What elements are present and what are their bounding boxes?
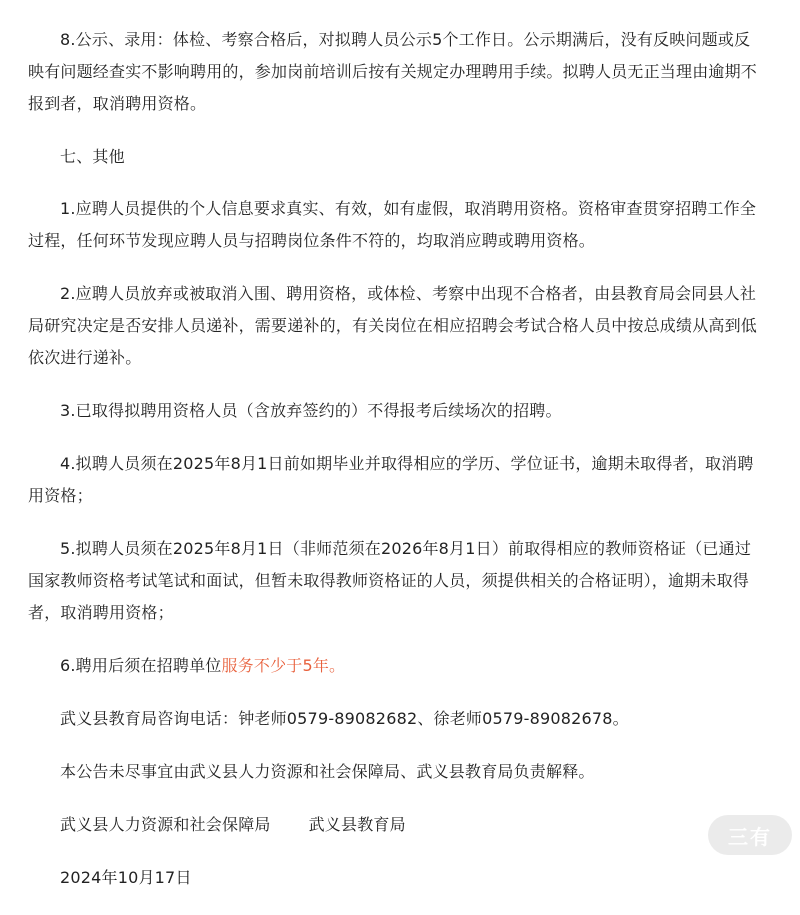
signer-hr-bureau: 武义县人力资源和社会保障局 [60, 815, 271, 834]
signature-line [28, 809, 758, 841]
item-5-teacher-certificate: 5.拟聘人员须在2025年8月1日（非师范须在2026年8月1日）前取得相应的教师资格证（已通过国家教师资格考试笔试和面试，但暂未取得教师资格证的人员，须提供相关的合格证明），逾期未取得者，取消聘用资格； [28, 539, 752, 622]
signer-education-bureau: 武义县教育局 [308, 815, 406, 834]
item-6-highlight: 服务不少于5年。 [221, 656, 346, 675]
publish-date: 2024年10月17日 [60, 868, 192, 887]
paragraph-publicity-recruitment: 8.公示、录用：体检、考察合格后，对拟聘人员公示5个工作日。公示期满后，没有反映问题或反映有问题经查实不影响聘用的，参加岗前培训后按有关规定办理聘用手续。拟聘人员无正当理由逾期不报到者，取消聘用资格。 [28, 30, 758, 113]
item-6-text: 6.聘用后须在招聘单位 [60, 656, 222, 675]
section-heading-other: 七、其他 [60, 147, 125, 166]
item-2-replacement: 2.应聘人员放弃或被取消入围、聘用资格，或体检、考察中出现不合格者，由县教育局会同县人社局研究决定是否安排人员递补，需要递补的，有关岗位在相应招聘会考试合格人员中按总成绩从高到低依次进行递补。 [28, 284, 758, 367]
item-3-no-further-applications: 3.已取得拟聘用资格人员（含放弃签约的）不得报考后续场次的招聘。 [60, 401, 562, 420]
interpretation-note: 本公告未尽事宜由武义县人力资源和社会保障局、武义县教育局负责解释。 [60, 762, 595, 781]
item-1-info-authenticity: 1.应聘人员提供的个人信息要求真实、有效，如有虚假，取消聘用资格。资格审查贯穿招聘工作全过程，任何环节发现应聘人员与招聘岗位条件不符的，均取消应聘或聘用资格。 [28, 199, 757, 250]
item-4-graduation-deadline: 4.拟聘人员须在2025年8月1日前如期毕业并取得相应的学历、学位证书，逾期未取得者，取消聘用资格； [28, 454, 754, 505]
watermark-badge: 三有 [708, 815, 792, 855]
item-6-service-term [28, 650, 758, 682]
announcement-article [28, 24, 758, 915]
contact-phone: 武义县教育局咨询电话：钟老师0579-89082682、徐老师0579-89082678。 [60, 709, 629, 728]
